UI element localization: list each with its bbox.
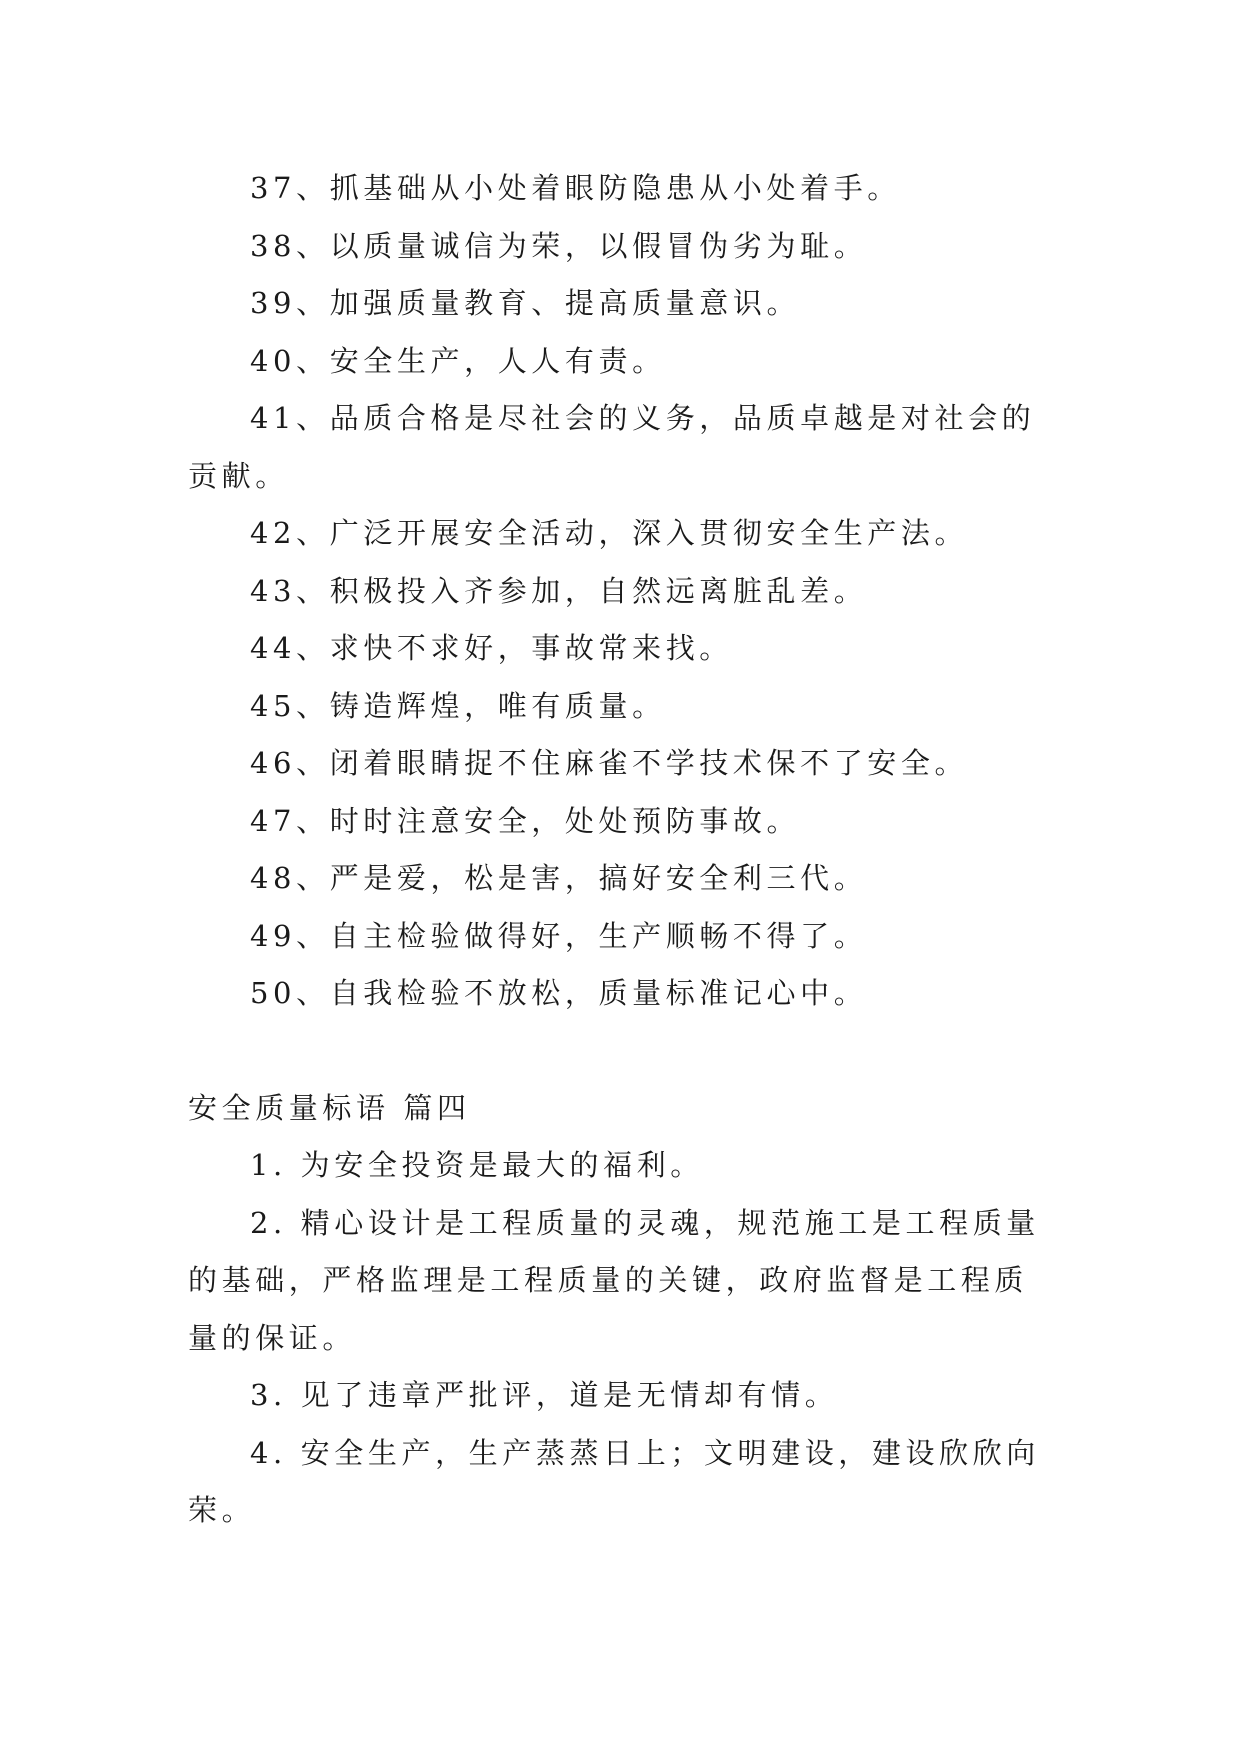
slogan-42: 42、广泛开展安全活动，深入贯彻安全生产法。 xyxy=(250,516,969,550)
section-4-slogan-3: 3. 见了违章严批评，道是无情却有情。 xyxy=(250,1378,839,1412)
slogan-41: 41、品质合格是尽社会的义务，品质卓越是对社会的贡献。 xyxy=(188,401,1036,493)
document-body xyxy=(188,160,1054,1540)
slogan-40: 40、安全生产，人人有责。 xyxy=(250,343,666,378)
slogan-44: 44、求快不求好，事故常来找。 xyxy=(250,631,733,665)
slogan-50: 50、自我检验不放松，质量标准记心中。 xyxy=(250,976,868,1010)
section-4-slogan-1: 1. 为安全投资是最大的福利。 xyxy=(250,1148,704,1182)
slogan-47: 47、时时注意安全，处处预防事故。 xyxy=(250,803,801,838)
slogan-37: 37、抓基础从小处着眼防隐患从小处着手。 xyxy=(250,171,901,205)
slogan-46: 46、闭着眼睛捉不住麻雀不学技术保不了安全。 xyxy=(250,746,969,780)
slogan-49: 49、自主检验做得好，生产顺畅不得了。 xyxy=(250,918,868,953)
slogan-38: 38、以质量诚信为荣，以假冒伪劣为耻。 xyxy=(250,228,868,263)
section-4-slogan-4: 4. 安全生产，生产蒸蒸日上；文明建设，建设欣欣向荣。 xyxy=(188,1435,1040,1527)
slogan-45: 45、铸造辉煌，唯有质量。 xyxy=(250,688,666,723)
section-4-slogan-2: 2. 精心设计是工程质量的灵魂，规范施工是工程质量的基础，严格监理是工程质量的关键，政府监督是工程质量的保证。 xyxy=(188,1205,1040,1355)
section-title: 安全质量标语 篇四 xyxy=(188,1090,471,1125)
slogan-39: 39、加强质量教育、提高质量意识。 xyxy=(250,286,801,320)
slogan-48: 48、严是爱，松是害，搞好安全利三代。 xyxy=(250,861,868,895)
slogan-43: 43、积极投入齐参加，自然远离脏乱差。 xyxy=(250,573,868,608)
